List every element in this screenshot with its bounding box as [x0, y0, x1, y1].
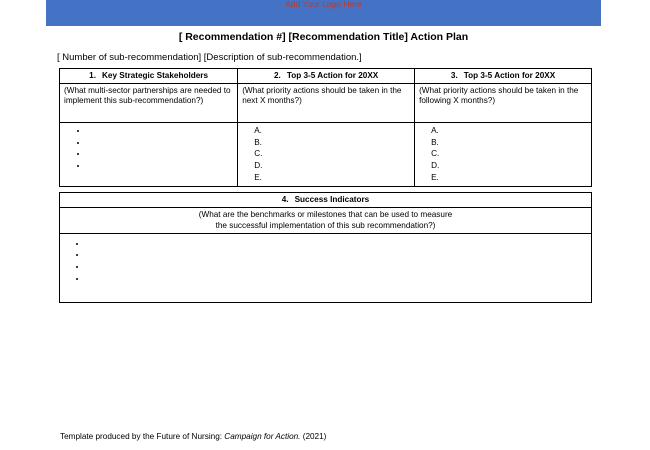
list-item[interactable]	[88, 160, 234, 172]
list-item[interactable]: E.	[254, 172, 262, 182]
column-number-2: 2.	[273, 71, 281, 80]
list-item[interactable]: D.	[431, 161, 440, 171]
column-header-stakeholders	[60, 69, 238, 84]
list-item[interactable]: A.	[431, 126, 439, 135]
footer-text-after: (2021)	[300, 432, 327, 441]
success-prompt-row	[60, 208, 592, 234]
list-item[interactable]: A.	[254, 126, 262, 135]
column-number-1: 1.	[89, 71, 96, 80]
logo-placeholder-text: Add Your Logo Here	[285, 0, 362, 9]
success-bullet-list	[63, 238, 588, 284]
column-header-action-1	[238, 69, 415, 84]
list-item[interactable]	[87, 261, 588, 273]
success-header-row	[60, 193, 592, 208]
entry-cell-action-2[interactable]	[415, 123, 592, 187]
success-prompt-line-1: (What are the benchmarks or milestones that can be used to measure	[198, 210, 453, 220]
list-item[interactable]	[88, 137, 234, 149]
footer-text-italic: Campaign for Action.	[224, 432, 301, 441]
list-item[interactable]	[87, 273, 588, 285]
footer-text-before: Template produced by the Future of Nursing:	[60, 432, 225, 441]
action-letter-list-2	[419, 125, 588, 184]
column-title-3: Top 3-5 Action for 20XX	[463, 71, 556, 80]
subrecommendation-line: [ Number of sub-recommendation] [Description of sub-recommendation.]	[57, 52, 362, 63]
column-header-action-2	[415, 69, 592, 84]
list-item[interactable]: B.	[254, 137, 262, 147]
success-header-cell	[60, 193, 592, 208]
column-title-1: Key Strategic Stakeholders	[102, 71, 209, 80]
logo-banner	[46, 0, 601, 26]
success-title: Success Indicators	[294, 195, 370, 204]
list-item[interactable]	[88, 125, 234, 137]
list-item[interactable]: C.	[254, 149, 263, 159]
success-number: 4.	[281, 195, 289, 204]
page-title: [ Recommendation #] [Recommendation Title] Action Plan	[178, 31, 469, 43]
table-header-row	[60, 69, 592, 84]
list-item[interactable]	[88, 148, 234, 160]
list-item[interactable]: B.	[431, 137, 439, 147]
footer-credit	[60, 432, 326, 441]
action-plan-table	[59, 68, 592, 187]
success-prompt-cell	[60, 208, 592, 234]
column-prompt-2: (What priority actions should be taken in the next X months?)	[238, 84, 415, 123]
list-item[interactable]	[87, 249, 588, 261]
entry-cell-stakeholders[interactable]	[60, 123, 238, 187]
success-prompt-line-2: the successful implementation of this sub recommendation?)	[215, 220, 436, 230]
list-item[interactable]: E.	[431, 172, 439, 182]
success-indicators-table	[59, 192, 592, 303]
action-letter-list-1	[242, 125, 411, 184]
column-title-2: Top 3-5 Action for 20XX	[286, 71, 379, 80]
column-prompt-1: (What multi-sector partnerships are needed to implement this sub-recommendation?)	[60, 84, 238, 123]
list-item[interactable]	[87, 238, 588, 250]
success-entry-cell[interactable]	[60, 233, 592, 302]
table-prompt-row	[60, 84, 592, 123]
entry-cell-action-1[interactable]	[238, 123, 415, 187]
success-entry-row	[60, 233, 592, 302]
column-number-3: 3.	[450, 71, 458, 80]
table-entry-row	[60, 123, 592, 187]
stakeholder-bullet-list	[64, 125, 234, 171]
list-item[interactable]: C.	[431, 149, 440, 159]
column-prompt-3: (What priority actions should be taken in the following X months?)	[415, 84, 592, 123]
list-item[interactable]: D.	[254, 161, 263, 171]
